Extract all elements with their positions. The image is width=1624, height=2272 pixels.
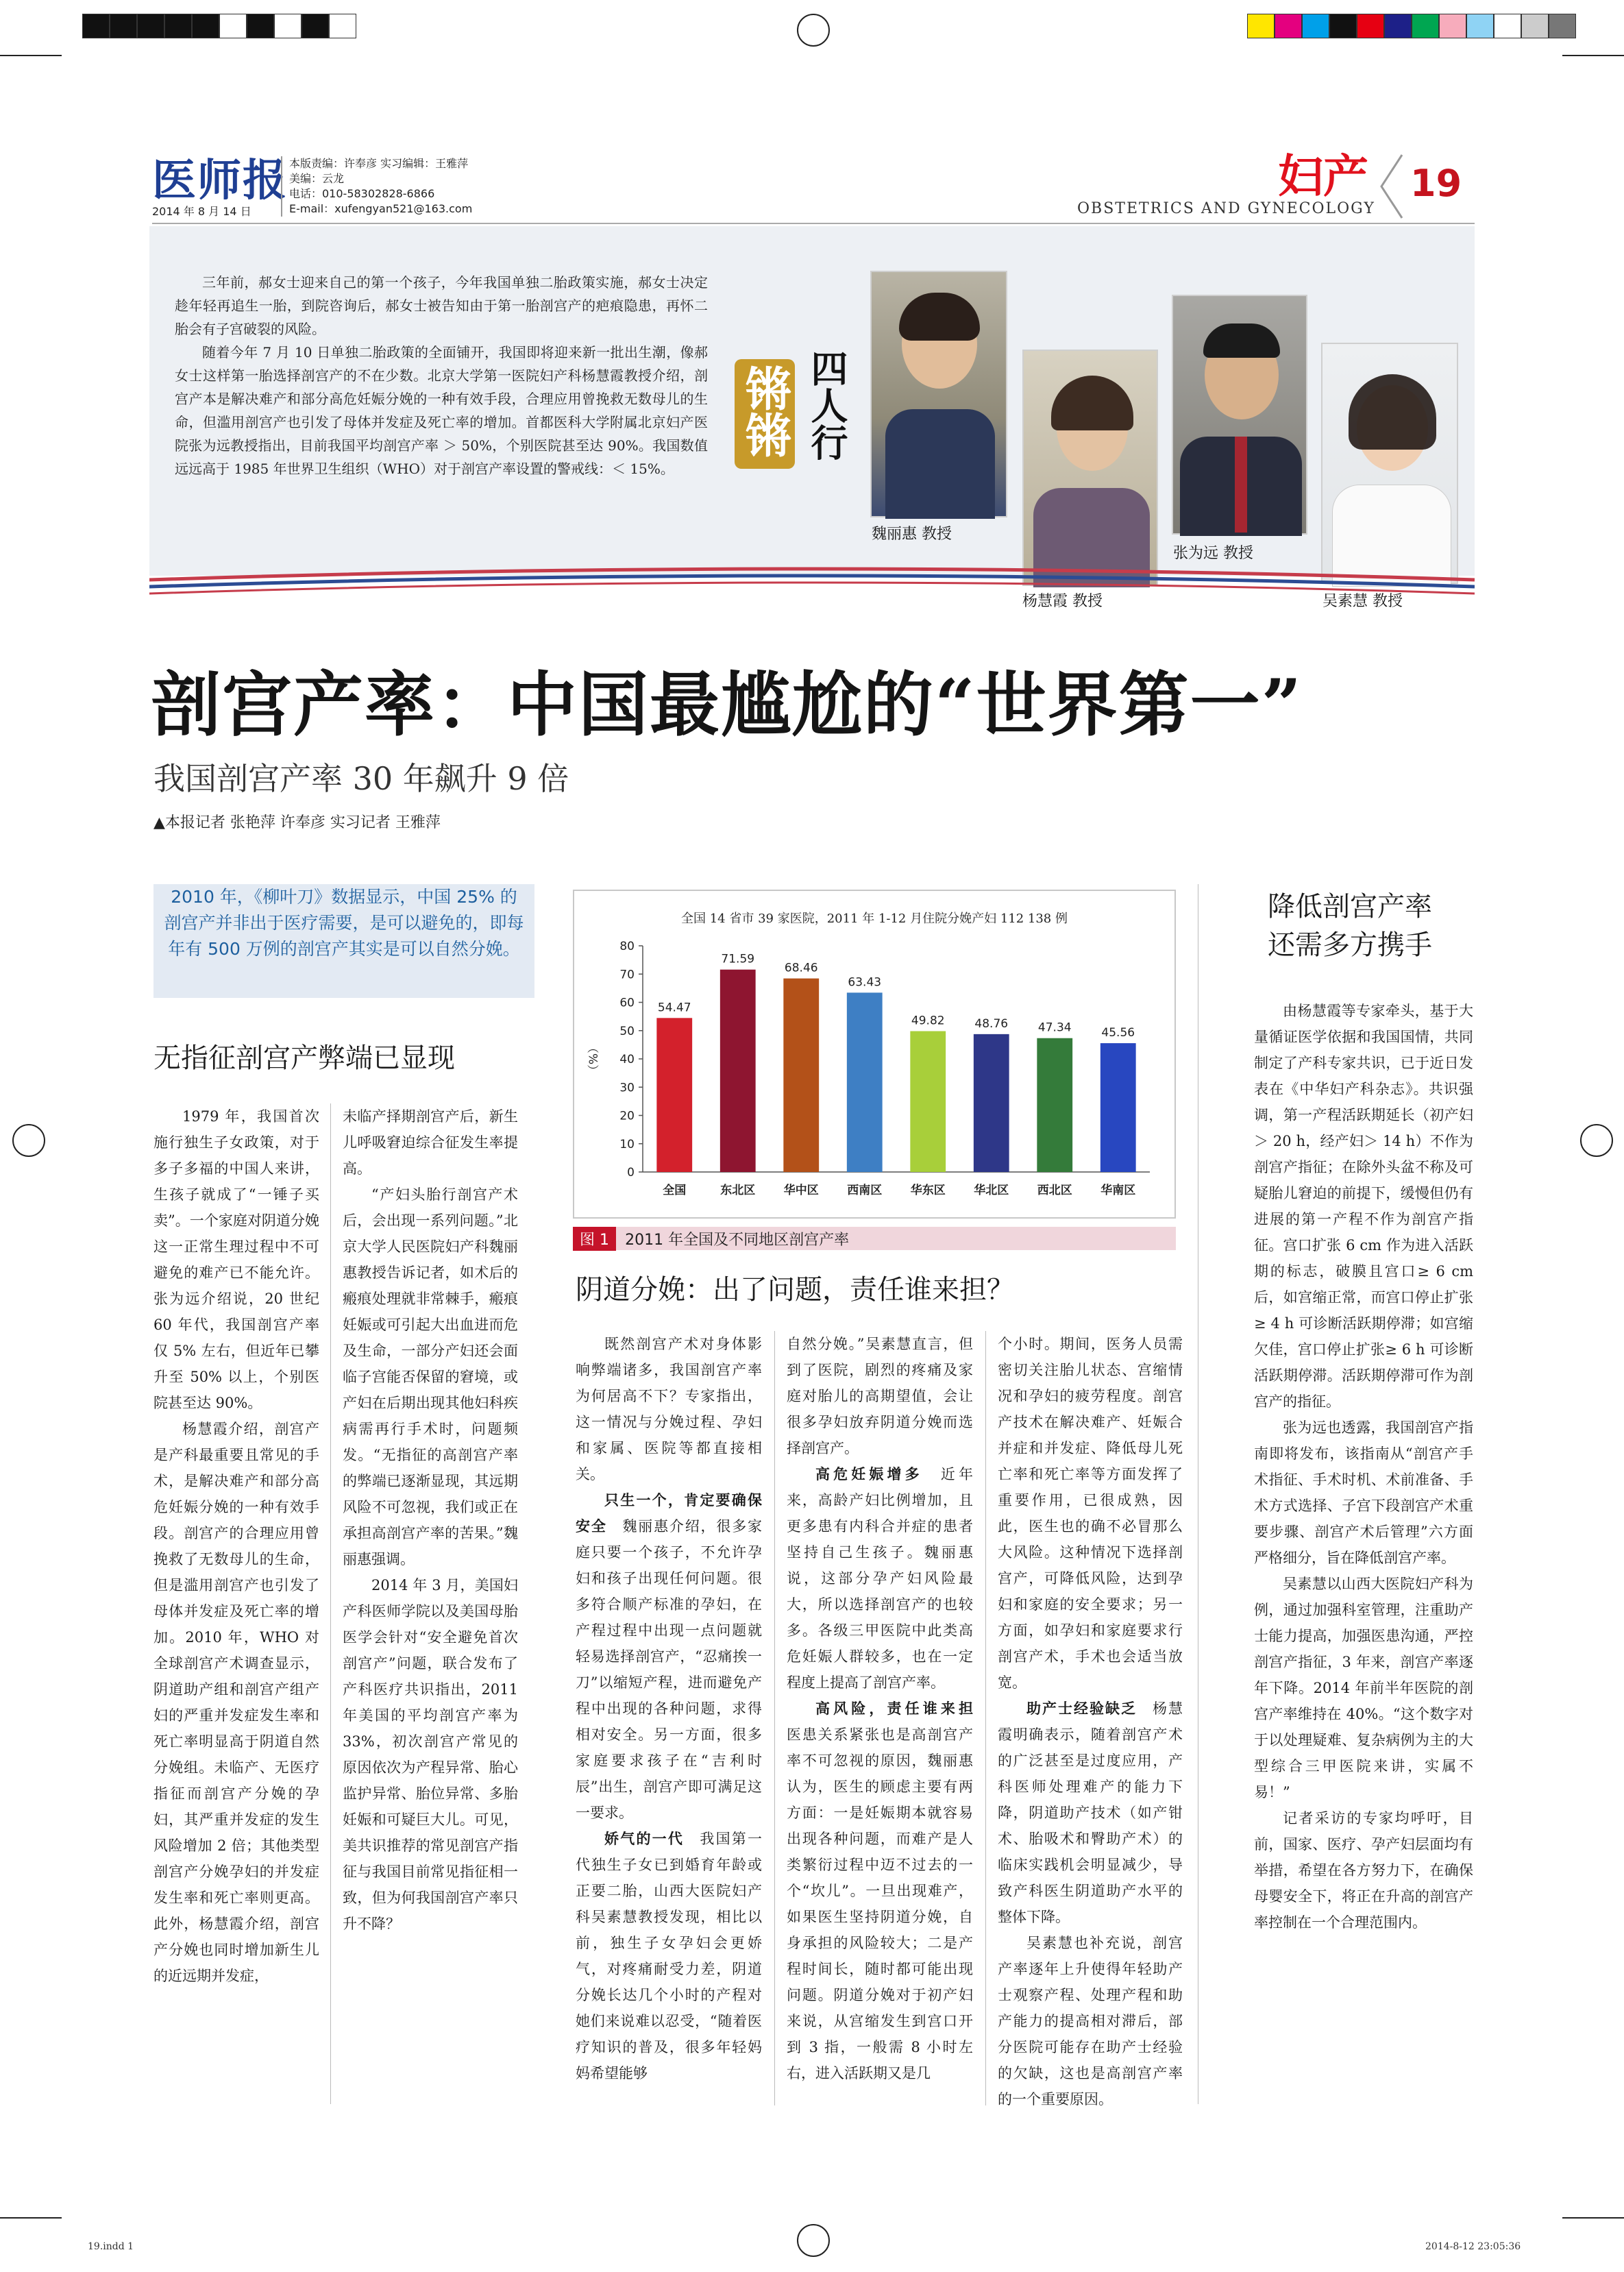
subhead: 高危妊娠增多 [815, 1466, 923, 1482]
body-text: 医患关系紧张也是高剖宫产率不可忽视的原因，魏丽惠认为，医生的顾虑主要有两方面：一是妊娠期本就容易出现各种问题，而难产是人类繁衍过程中迈不过去的一个“坎儿”。一旦出现难产，如果医生坚持阴道分娩，自身承担的风险较大；二是产程时间长，随时都可能出现问题。阴道分娩对于初产妇来说，从宫缩发生到宫口开到 3 指，一般需 8 小时左右，进入活跃期又是几 [787, 1726, 973, 2081]
editor-line: 美编：云龙 [289, 172, 345, 185]
x-tick-label: 东北区 [720, 1184, 756, 1197]
expert-caption: 张为远 教授 [1173, 545, 1253, 562]
y-tick-label: 20 [619, 1109, 635, 1123]
y-tick-label: 30 [619, 1081, 635, 1095]
page-number-bracket-icon [1377, 152, 1405, 221]
crop-mark [1562, 55, 1624, 56]
figure-caption [573, 1227, 1176, 1250]
subhead: 只生一个，肯定要确保安全 [576, 1492, 762, 1535]
page-number: 19 [1410, 162, 1462, 205]
bar-value-label: 47.34 [1037, 1021, 1072, 1035]
article-column [787, 1331, 973, 2086]
avatar [1349, 374, 1436, 450]
crop-mark [0, 2217, 62, 2219]
body-paragraph [787, 1461, 973, 1696]
section-heading-line: 降低剖宫产率 [1268, 891, 1432, 923]
subhead: 高风险，责任谁来担 [815, 1700, 973, 1717]
expert-photo [1321, 343, 1458, 584]
column-badge [735, 350, 865, 480]
section-subtitle: OBSTETRICS AND GYNECOLOGY [1077, 200, 1375, 217]
expert-photo [1022, 350, 1158, 586]
intro-paragraph: 随着今年 7 月 10 日单独二胎政策的全面铺开，我国即将迎来新一批出生潮，像郝女士这样第一胎选择剖宫产的不在少数。北京大学第一医院妇产科杨慧霞教授介绍，剖宫产本是解决难产和部分高危妊娠分娩的一种有效手段，合理应用曾挽救无数母儿的生命，但滥用剖宫产也引发了母体并发症及死亡率的增加。首都医科大学附属北京妇产医院张为远教授指出，目前我国平均剖宫产率 ＞ 50%，个别医院甚至达 90%。我国数值远远高于 1985 年世界卫生组织（WHO）对于剖宫产率设置的警戒线：＜ 15%。 [175, 344, 708, 477]
body-paragraph: 1979 年，我国首次施行独生子女政策，对于多子多福的中国人来讲，生孩子就成了“一锤子买卖”。一个家庭对阴道分娩这一正常生理过程中不可避免的难产已不能允许。张为远介绍说，20 世纪 60 年代，我国剖宫产率仅 5% 左右，但近年已攀升至 50% 以上，个别医院甚至达 90%。 [153, 1108, 319, 1411]
body-paragraph: “产妇头胎行剖宫产术后，会出现一系列问题。”北京大学人民医院妇产科魏丽惠教授告诉记者，如术后的瘢痕处理就非常棘手，瘢痕妊娠或可引起大出血进而危及生命，一部分产妇还会面临子宫能否保留的窘境，或产妇在后期出现其他妇科疾病需再行手术时，问题频发。“无指征的高剖宫产率的弊端已逐渐显现，其远期风险不可忽视，我们或正在承担高剖宫产率的苦果。”魏丽惠强调。 [343, 1186, 518, 1567]
x-tick-label: 华北区 [974, 1184, 1009, 1197]
body-text: 魏丽惠介绍，很多家庭只要一个孩子，不允许孕妇和孩子出现任何问题。很多符合顺产标准的孕妇，在产程过程中出现一点问题就轻易选择剖宫产，“忍痛挨一刀”以缩短产程，进而避免产程中出现的各种问题，求得相对安全。另一方面，很多家庭要求孩子在“吉利时辰”出生，剖宫产即可满足这一要求。 [576, 1518, 763, 1821]
badge-big-text: 锵锵 [737, 365, 792, 458]
x-tick-label: 华南区 [1100, 1184, 1136, 1197]
bar-value-label: 48.76 [974, 1016, 1009, 1031]
registration-circle-top [797, 14, 830, 47]
avatar [899, 293, 980, 341]
avatar [885, 409, 995, 519]
article-column [343, 1103, 518, 1937]
body-paragraph: 杨慧霞介绍，剖宫产是产科最重要且常见的手术，是解决难产和部分高危妊娠分娩的一种有效手段。剖宫产的合理应用曾挽救了无数母儿的生命，但是滥用剖宫产也引发了母体并发症及死亡率的增加。2010 年，WHO 对全球剖宫产术调查显示，阴道助产组和剖宫产组产妇的严重并发症发生率和死亡率明显高于阴道自然分娩组。未临产、无医疗指征而剖宫产分娩的孕妇，其严重并发症的发生风险增加 2 倍；其他类型剖宫产分娩孕妇的并发症发生率和死亡率则更高。此外，杨慧霞介绍，剖宫产分娩也同时增加新生儿的近远期并发症， [153, 1421, 319, 1984]
registration-circle-right [1580, 1124, 1613, 1157]
bar [783, 979, 819, 1172]
article-column [153, 1103, 319, 1989]
section-heading: 无指征剖宫产弊端已显现 [153, 1042, 455, 1074]
body-paragraph [576, 1826, 762, 2086]
body-text: 杨慧霞明确表示，随着剖宫产术的广泛甚至是过度应用，产科医师处理难产的能力下降，阴道助产技术（如产钳术、胎吸术和臀助产术）的临床实践机会明显减少，导致产科医生阴道助产水平的整体下降。 [998, 1700, 1183, 1925]
chart-title: 全国 14 省市 39 家医院，2011 年 1-12 月住院分娩产妇 112 138 例 [681, 912, 1068, 926]
body-paragraph: 自然分娩。”吴素慧直言，但到了医院，剧烈的疼痛及家庭对胎儿的高期望值，会让很多孕妇放弃阴道分娩而选择剖宫产。 [787, 1336, 973, 1456]
expert-caption: 魏丽惠 教授 [872, 526, 952, 543]
section-title: 妇产 [1278, 149, 1368, 203]
bar-chart-frame [573, 890, 1176, 1219]
section-heading: 阴道分娩：出了问题，责任谁来担？ [576, 1274, 1014, 1306]
body-paragraph: 既然剖宫产术对身体影响弊端诸多，我国剖宫产率为何居高不下？专家指出，这一情况与分娩过程、孕妇和家属、医院等都直接相关。 [576, 1336, 762, 1482]
body-paragraph [998, 1696, 1183, 1930]
crop-mark [0, 55, 62, 56]
y-tick-label: 10 [619, 1137, 635, 1151]
x-tick-label: 全国 [663, 1184, 687, 1197]
y-tick-label: 50 [619, 1024, 635, 1038]
section-heading-line: 还需多方携手 [1268, 929, 1432, 961]
body-paragraph [787, 1696, 973, 2086]
y-axis-label: （%） [587, 1041, 601, 1077]
body-paragraph: 吴素慧也补充说，剖宫产率逐年上升使得年轻助产士观察产程、处理产程和助产能力的提高相对滞后，部分医院可能存在助产士经验的欠缺，这也是高剖宫产率的一个重要原因。 [998, 1935, 1183, 2108]
body-paragraph: 张为远也透露，我国剖宫产指南即将发布，该指南从“剖宫产手术指征、手术时机、术前准备、手术方式选择、子宫下段剖宫产术重要步骤、剖宫产术后管理”六方面严格细分，旨在降低剖宫产率。 [1254, 1419, 1473, 1566]
body-text: 近年来，高龄产妇比例增加，且更多患有内科合并症的患者坚持自己生孩子。魏丽惠说，这部分孕产妇风险最大，所以选择剖宫产的也较多。各级三甲医院中此类高危妊娠人群较多，也在一定程度上提高了剖宫产率。 [787, 1466, 973, 1691]
intro-paragraph: 三年前，郝女士迎来自己的第一个孩子，今年我国单独二胎政策实施，郝女士决定趁年轻再追生一胎，到院咨询后，郝女士被告知由于第一胎剖宫产的疤痕隐患，再怀二胎会有子宫破裂的风险。 [175, 274, 708, 337]
x-tick-label: 华中区 [783, 1184, 819, 1197]
article-column [576, 1331, 762, 2086]
bar [910, 1031, 946, 1172]
body-paragraph [576, 1487, 762, 1826]
footer-file: 19.indd 1 [88, 2241, 134, 2252]
y-tick-label: 70 [619, 968, 635, 982]
page-headline: 剖宫产率：中国最尴尬的“世界第一” [151, 664, 1303, 746]
bar-chart [574, 891, 1174, 1217]
subhead: 娇气的一代 [604, 1831, 685, 1847]
editor-line: 电话：010-58302828-6866 [289, 187, 435, 200]
expert-photo [870, 271, 1007, 517]
lead-text: 2010 年，《柳叶刀》数据显示，中国 25% 的剖宫产并非出于医疗需要，是可以避免的，即每年有 500 万例的剖宫产其实是可以自然分娩。 [164, 887, 524, 959]
editor-info [281, 156, 472, 217]
issue-date: 2014 年 8 月 14 日 [152, 205, 251, 218]
bar-value-label: 54.47 [657, 1001, 691, 1015]
body-paragraph: 2014 年 3 月，美国妇产科医师学院以及美国母胎医学会针对“安全避免首次剖宫产”问题，联合发布了产科医疗共识指出，2011 年美国的平均剖宫产率为 33%，初次剖宫产常见的原因依次为产程异常、胎心监护异常、胎位异常、多胎妊娠和可疑巨大儿。可见，美共识推荐的常见剖宫产指征与我国目前常见指征相一致，但为何我国剖宫产率只升不降？ [343, 1577, 518, 1932]
bar [656, 1018, 692, 1172]
expert-photo [1172, 295, 1307, 535]
x-tick-label: 华东区 [910, 1184, 946, 1197]
bar-value-label: 45.56 [1101, 1026, 1135, 1040]
expert-caption: 杨慧霞 教授 [1022, 593, 1103, 610]
page-subheadline: 我国剖宫产率 30 年飙升 9 倍 [153, 760, 569, 797]
header-rule [152, 223, 1475, 224]
section-heading [1268, 888, 1432, 964]
figure-caption-text: 2011 年全国及不同地区剖宫产率 [625, 1232, 850, 1249]
avatar [1051, 376, 1133, 430]
color-bar-right [1247, 14, 1576, 38]
body-paragraph: 吴素慧以山西大医院妇产科为例，通过加强科室管理，注重助产士能力提高，加强医患沟通，严控剖宫产指征，3 年来，剖宫产率逐年下降。2014 年前半年医院的剖宫产率维持在 40%。“这个数字对于以处理疑难、复杂病例为主的大型综合三甲医院来讲，实属不易！” [1254, 1576, 1473, 1800]
badge-small-text: 四人行 [805, 350, 849, 461]
bar [1100, 1043, 1136, 1172]
footer-timestamp: 2014-8-12 23:05:36 [1425, 2241, 1521, 2252]
article-column [998, 1331, 1183, 2112]
bar-value-label: 71.59 [721, 952, 755, 966]
avatar [1235, 437, 1247, 533]
y-tick-label: 60 [619, 996, 635, 1010]
byline: ▲本报记者 张艳萍 许奉彦 实习记者 王雅萍 [153, 814, 441, 831]
subhead: 助产士经验缺乏 [1026, 1700, 1137, 1717]
bar [847, 992, 883, 1172]
brand-logo: 医师报 [152, 155, 288, 206]
body-text: 我国第一代独生子女已到婚育年龄或正要二胎，山西大医院妇产科吴素慧教授发现，相比以前，独生子女孕妇会更娇气，对疼痛耐受力差，阴道分娩长达几个小时的产程对她们来说难以忍受，“随着医疗知识的普及，很多年轻妈妈希望能够 [576, 1831, 763, 2081]
decorative-stripes [149, 562, 1475, 610]
crop-mark [1562, 2217, 1624, 2219]
registration-circle-bottom [797, 2224, 830, 2257]
body-paragraph: 记者采访的专家均呼吁，目前，国家、医疗、孕产妇层面均有举措，希望在各方努力下，在确保母婴安全下，将正在升高的剖宫产率控制在一个合理范围内。 [1254, 1810, 1473, 1931]
bar-value-label: 68.46 [784, 961, 818, 975]
editor-line: 本版责编：许奉彦 实习编辑：王雅萍 [289, 157, 469, 170]
body-paragraph: 未临产择期剖宫产后，新生儿呼吸窘迫综合征发生率提高。 [343, 1108, 518, 1177]
expert-caption: 吴素慧 教授 [1322, 593, 1403, 610]
figure-tag: 图 1 [573, 1227, 616, 1251]
bar-value-label: 63.43 [848, 975, 882, 990]
article-column [1254, 998, 1473, 1935]
editor-line: E-mail：xufengyan521@163.com [289, 202, 473, 215]
body-paragraph: 由杨慧霞等专家牵头，基于大量循证医学依据和我国国情，共同制定了产科专家共识，已于近日发表在《中华妇产科杂志》。共识强调，第一产程活跃期延长（初产妇＞ 20 h，经产妇＞ 14 h）不作为剖宫产指征；在除外头盆不称及可疑胎儿窘迫的前提下，缓慢但仍有进展的第一产程不作为剖宫产指征。宫口扩张 6 cm 作为进入活跃期的标志，破膜且宫口≥ 6 cm 后，如宫缩正常，而宫口停止扩张≥ 4 h 可诊断活跃期停滞；如宫缩欠佳，宫口停止扩张≥ 6 h 可诊断活跃期停滞。活跃期停滞可作为剖宫产的指征。 [1254, 1003, 1473, 1410]
bar [720, 970, 756, 1172]
registration-bar-left [82, 14, 356, 38]
column-divider [330, 1103, 331, 2104]
body-paragraph: 个小时。期间，医务人员需密切关注胎儿状态、宫缩情况和孕妇的疲劳程度。剖宫产技术在解决难产、妊娠合并症和并发症、降低母儿死亡率和死亡率等方面发挥了重要作用，已很成熟，因此，医生也的确不必冒那么大风险。这种情况下选择剖宫产，可降低风险，达到孕妇和家庭的安全要求；另一方面，如孕妇和家庭要求行剖宫产术，手术也会适当放宽。 [998, 1336, 1183, 1691]
y-tick-label: 0 [627, 1166, 635, 1180]
avatar [1203, 323, 1280, 358]
bar [974, 1034, 1009, 1172]
bar-value-label: 49.82 [911, 1014, 945, 1028]
bar [1037, 1038, 1072, 1172]
column-divider [774, 1331, 775, 2105]
intro-text [175, 271, 708, 480]
x-tick-label: 西北区 [1037, 1184, 1072, 1197]
y-tick-label: 80 [619, 940, 635, 953]
y-tick-label: 40 [619, 1053, 635, 1066]
registration-circle-left [12, 1124, 45, 1157]
column-divider [985, 1331, 986, 2105]
x-tick-label: 西南区 [847, 1184, 883, 1197]
